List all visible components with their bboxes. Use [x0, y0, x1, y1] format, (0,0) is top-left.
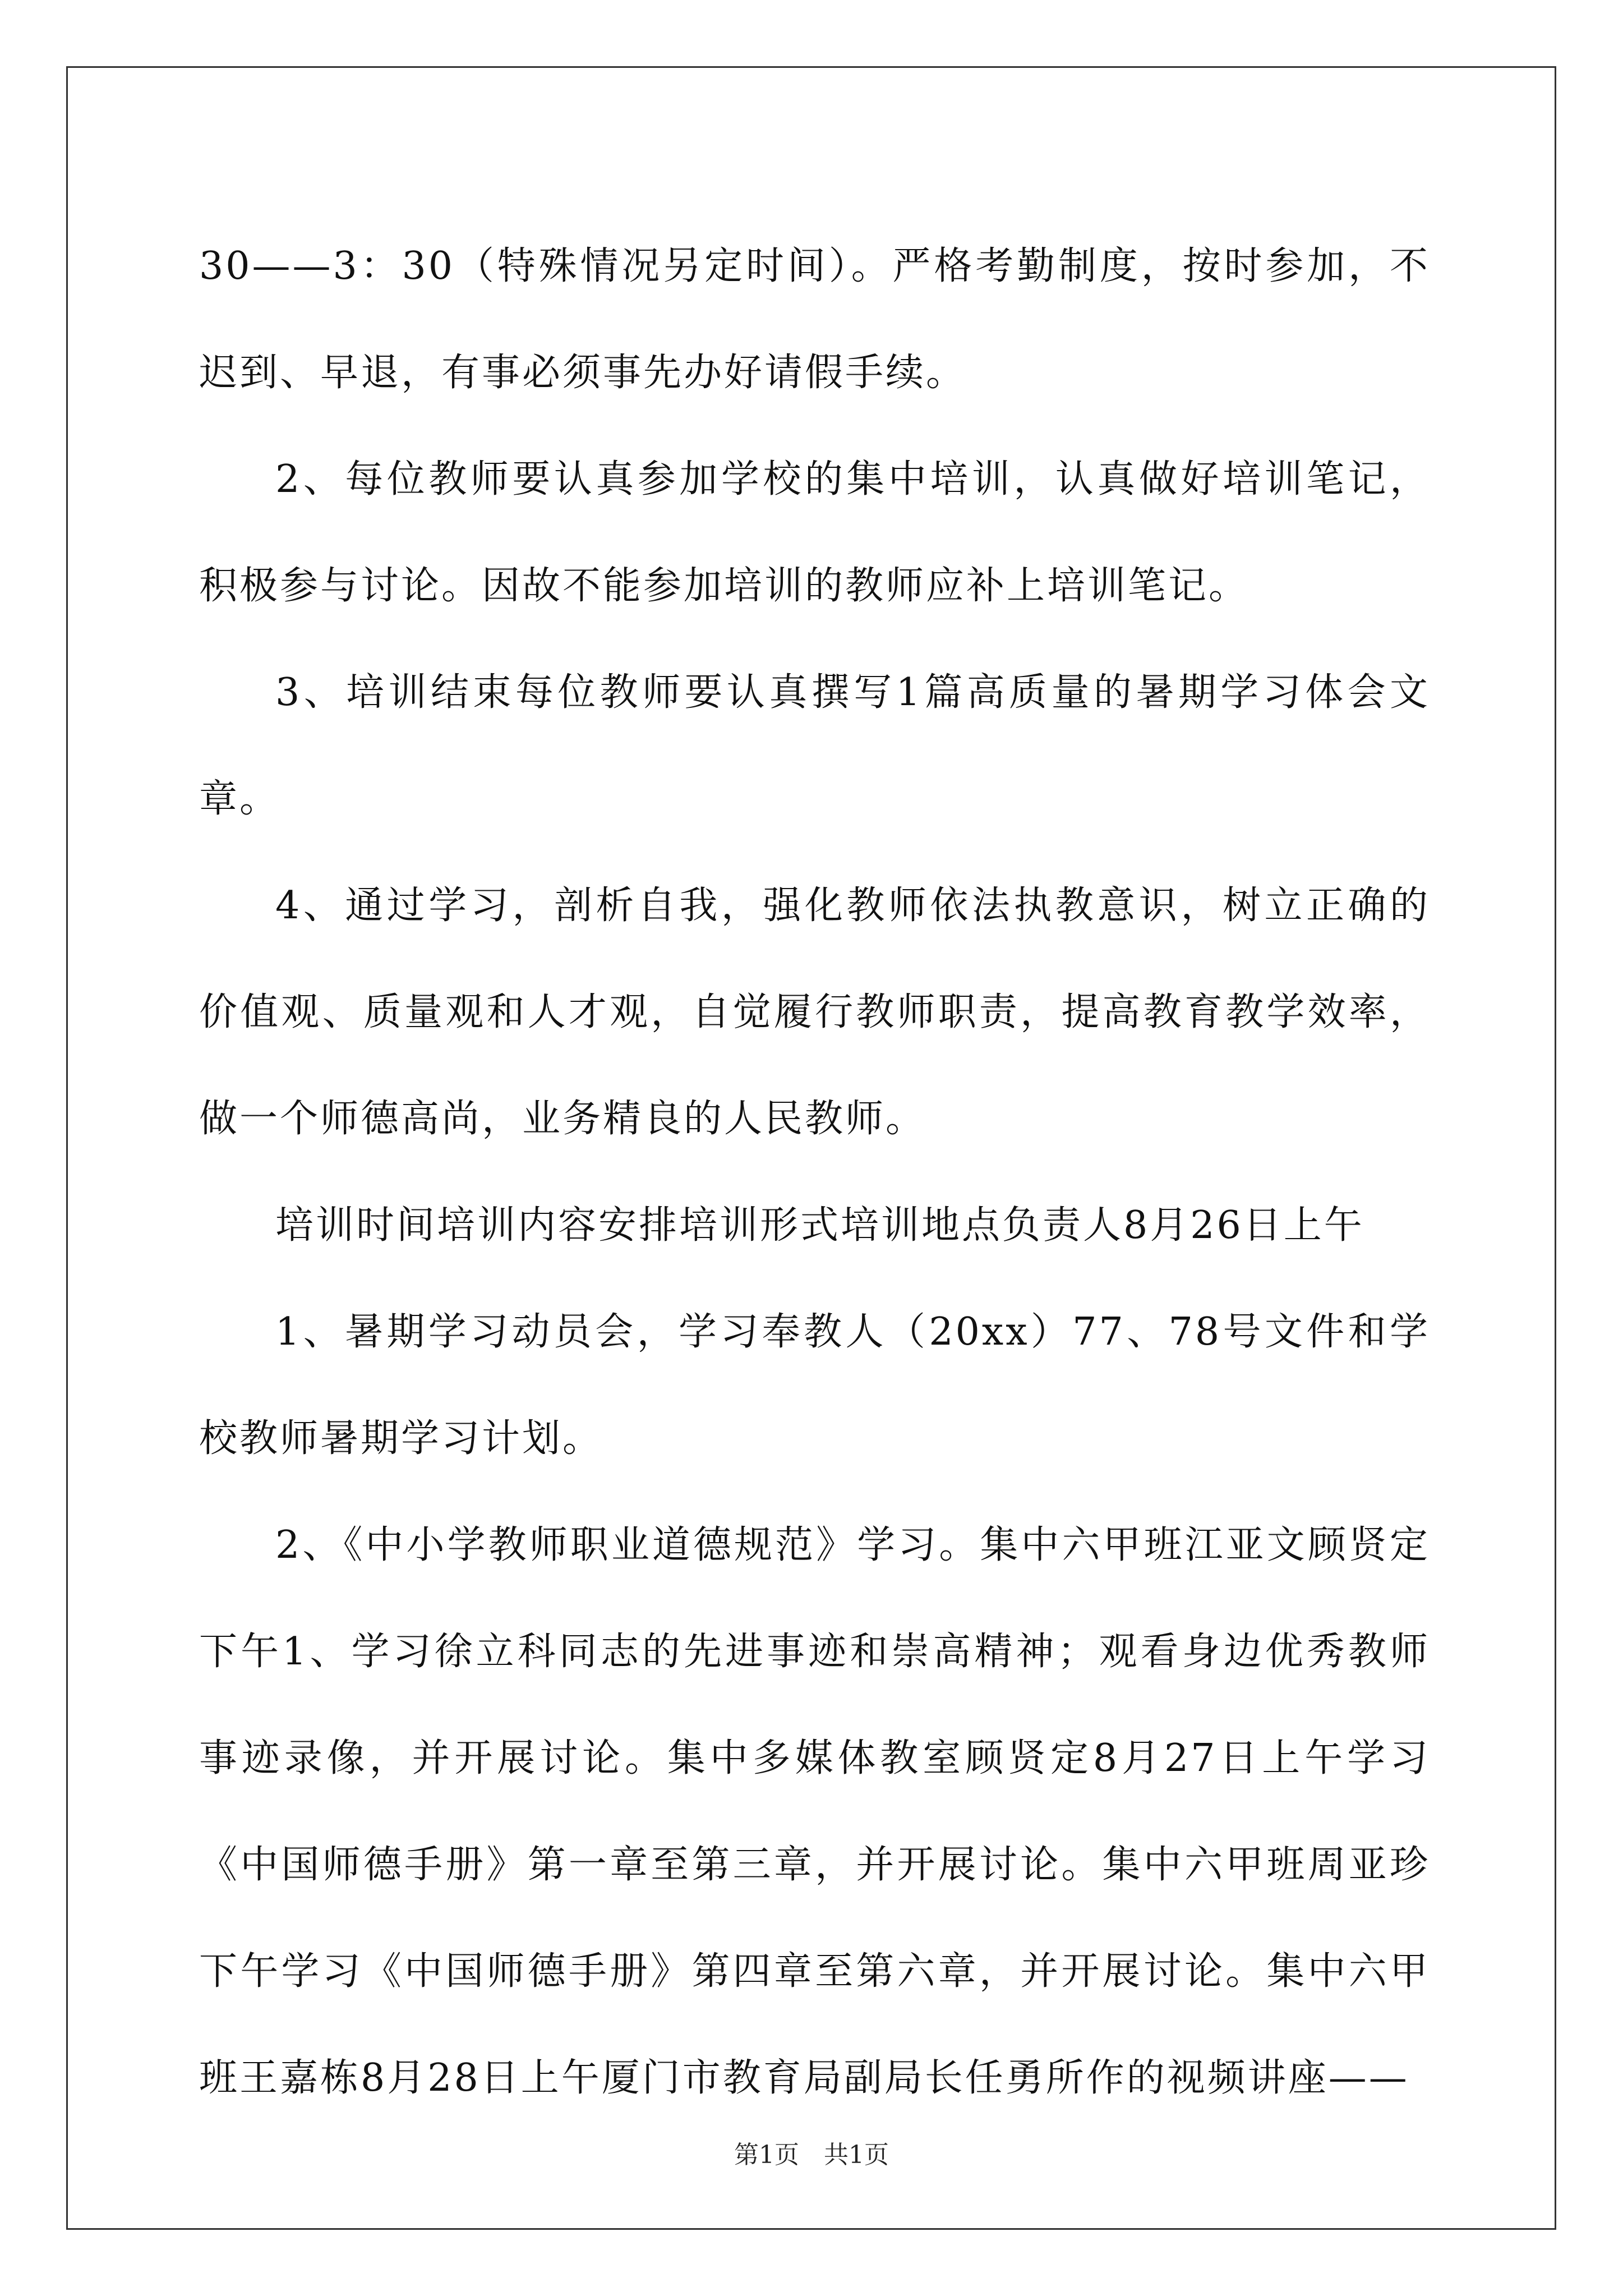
paragraph-4: 4、通过学习，剖析自我，强化教师依法执教意识，树立正确的价值观、质量观和人才观，自觉履行教师职责，提高教育教学效率，做一个师德高尚，业务精良的人民教师。	[199, 884, 1430, 1141]
paragraph-3: 3、培训结束每位教师要认真撰写1篇高质量的暑期学习体会文章。	[199, 670, 1430, 821]
document-body	[199, 213, 1430, 2132]
page-number-footer: 第1页 共1页	[734, 2141, 889, 2169]
paragraph-2: 2、每位教师要认真参加学校的集中培训，认真做好培训笔记，积极参与讨论。因故不能参加培训的教师应补上培训笔记。	[199, 457, 1430, 608]
paragraph-6: 1、暑期学习动员会，学习奉教人（20xx）77、78号文件和学校教师暑期学习计划。	[199, 1310, 1430, 1461]
paragraph-5: 培训时间培训内容安排培训形式培训地点负责人8月26日上午	[275, 1203, 1364, 1248]
paragraph-7: 2、《中小学教师职业道德规范》学习。集中六甲班江亚文顾贤定下午1、学习徐立科同志的先进事迹和崇高精神；观看身边优秀教师事迹录像，并开展讨论。集中多媒体教室顾贤定8月27日上午学习《中国师德手册》第一章至第三章，并开展讨论。集中六甲班周亚珍下午学习《中国师德手册》第四章至第六章，并开展讨论。集中六甲班王嘉栋8月28日上午厦门市教育局副局长任勇所作的视频讲座——	[199, 1523, 1430, 2100]
paragraph-1: 30——3：30（特殊情况另定时间）。严格考勤制度，按时参加，不迟到、早退，有事必须事先办好请假手续。	[199, 244, 1430, 395]
